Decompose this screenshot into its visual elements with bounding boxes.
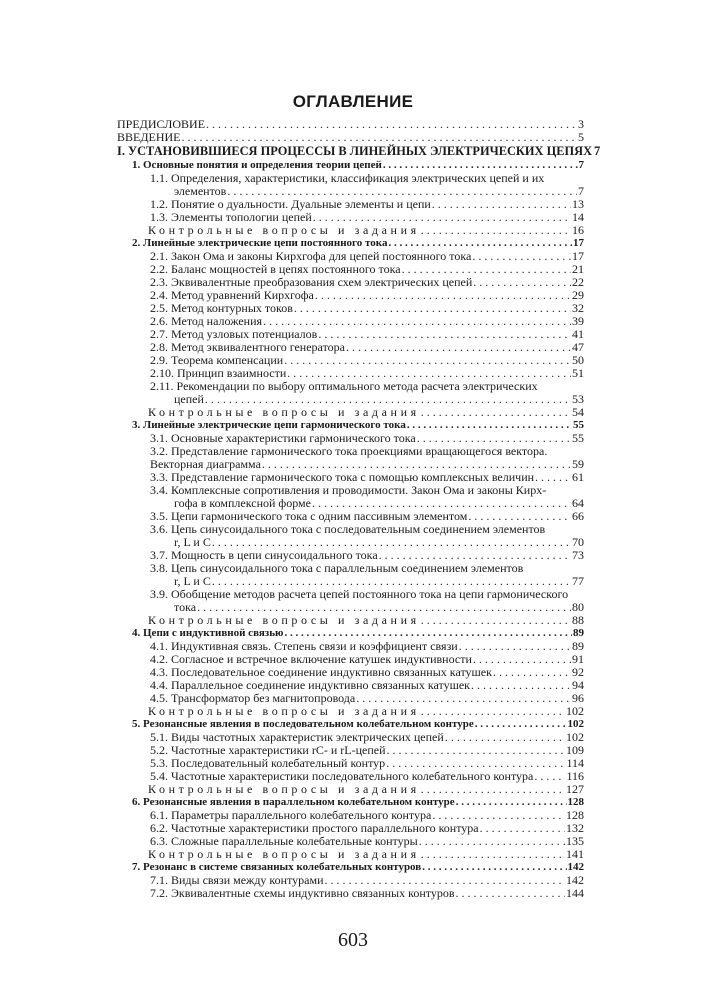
toc-entry-page: 102 xyxy=(566,704,584,718)
toc-entry-title: 6. Резонансные явления в параллельном колебательном контуре xyxy=(132,796,455,808)
toc-entry-title: I. УСТАНОВИВШИЕСЯ ПРОЦЕССЫ В ЛИНЕЙНЫХ ЭЛЕКТРИЧЕСКИХ ЦЕПЯХ xyxy=(117,144,593,158)
toc-entry-page: 39 xyxy=(572,314,584,328)
toc-entry-page: 89 xyxy=(573,627,584,639)
toc-entry-title: 2.10. Принцип взаимности xyxy=(150,366,287,380)
toc-entry-title: 5. Резонансные явления в последовательном колебательном контуре xyxy=(132,718,474,730)
dot-leader xyxy=(445,731,565,744)
toc-entry-page: 59 xyxy=(572,457,584,471)
dot-leader xyxy=(182,131,577,144)
toc-entry-page: 114 xyxy=(566,756,584,770)
dot-leader xyxy=(318,328,571,341)
toc-entry-title: 3.8. Цепь синусоидального тока с параллельным соединением элементов xyxy=(150,561,524,575)
toc-entry-page: 47 xyxy=(572,340,584,354)
toc-entry-page: 7 xyxy=(578,184,584,198)
dot-leader xyxy=(473,276,571,289)
toc-entry xyxy=(117,614,584,627)
toc-entry-page: 128 xyxy=(566,808,584,822)
toc-entry-page: 55 xyxy=(573,419,584,431)
page-title: ОГЛАВЛЕНИЕ xyxy=(292,92,414,111)
toc-entry-page: 21 xyxy=(572,262,584,276)
toc-entry-page: 70 xyxy=(572,535,584,549)
toc-entry-title: 2.4. Метод уравнений Кирхгофа xyxy=(150,288,314,302)
toc-entry-page: 127 xyxy=(566,782,584,796)
toc-entry-page: 109 xyxy=(566,743,584,757)
toc-entry-page: 13 xyxy=(572,197,584,211)
toc-entry-title: Векторная диаграмма xyxy=(150,457,261,471)
toc-entry xyxy=(117,887,584,900)
toc-entry-title: 7.2. Эквивалентные схемы индуктивно связанных контуров xyxy=(150,886,455,900)
toc-entry xyxy=(117,406,584,419)
toc-entry-title: Контрольные вопросы и задания xyxy=(148,405,420,419)
dot-leader xyxy=(456,796,567,809)
toc-entry-page: 55 xyxy=(572,431,584,445)
dot-leader xyxy=(346,341,571,354)
toc-entry-page: 17 xyxy=(573,237,584,249)
toc-entry-page: 5 xyxy=(578,130,584,144)
toc-entry-page: 102 xyxy=(567,718,584,730)
toc-entry-title: 1.2. Понятие о дуальности. Дуальные элементы и цепи xyxy=(150,197,431,211)
toc-entry-title: элементов xyxy=(174,184,227,198)
toc-entry-page: 102 xyxy=(566,730,584,744)
toc-entry-title: 2.6. Метод наложения xyxy=(150,314,263,328)
toc-entry-title: 1. Основные понятия и определения теории цепей xyxy=(132,159,382,171)
toc-entry-title: 4.5. Трансформатор без магнитопровода xyxy=(150,691,356,705)
toc-entry-title: 3.2. Представление гармонического тока проекциями вращающегося вектора. xyxy=(150,444,548,458)
toc-entry-title: ВВЕДЕНИЕ xyxy=(117,130,181,144)
dot-leader xyxy=(480,822,565,835)
toc-entry-page: 135 xyxy=(566,834,584,848)
dot-leader xyxy=(475,718,567,731)
dot-leader xyxy=(456,887,565,900)
toc-entry-title: 7.1. Виды связи между контурами xyxy=(150,873,324,887)
dot-leader xyxy=(534,770,565,783)
dot-leader xyxy=(421,614,571,627)
toc-entry-page: 50 xyxy=(572,353,584,367)
toc-entry-title: 2.1. Закон Ома и законы Кирхгофа для цепей постоянного тока xyxy=(150,249,472,263)
page-number: 603 xyxy=(338,929,368,951)
toc-entry-page: 80 xyxy=(572,600,584,614)
toc-entry-page: 64 xyxy=(572,496,584,510)
toc-entry-page: 94 xyxy=(572,678,584,692)
toc-entry-title: Контрольные вопросы и задания xyxy=(148,223,420,237)
toc-entry-title: 2.2. Баланс мощностей в цепях постоянного тока xyxy=(150,262,401,276)
toc-entry-title: 7. Резонанс в системе связанных колебательных контуров xyxy=(132,861,422,873)
toc-entry-page: 73 xyxy=(572,548,584,562)
dot-leader xyxy=(422,861,566,874)
toc-entry-title: 6.2. Частотные характеристики простого параллельного контура xyxy=(150,821,479,835)
dot-leader xyxy=(284,354,571,367)
toc-entry-title: 4.4. Параллельное соединение индуктивно связанных катушек xyxy=(150,678,471,692)
toc-entry-page: 89 xyxy=(572,639,584,653)
dot-leader xyxy=(421,406,571,419)
toc-entry xyxy=(117,131,584,144)
toc-entry-title: 4.2. Согласное и встречное включение катушек индуктивности xyxy=(150,652,472,666)
toc-entry-page: 96 xyxy=(572,691,584,705)
dot-leader xyxy=(315,289,571,302)
toc-entry-title: 1.1. Определения, характеристики, классификация электрических цепей и их xyxy=(150,171,545,185)
toc-entry-title: 3.9. Обобщение методов расчета цепей постоянного тока на цепи гармонического xyxy=(150,587,569,601)
toc-entry xyxy=(117,118,584,131)
toc-entry-title: 3.7. Мощность в цепи синусоидального тока xyxy=(150,548,378,562)
toc-entry-page: 22 xyxy=(572,275,584,289)
toc-entry-page: 32 xyxy=(572,301,584,315)
toc-entry-page: 54 xyxy=(572,405,584,419)
toc-entry-title: 2.11. Рекомендации по выбору оптимального метода расчета электрических xyxy=(150,379,538,393)
dot-leader xyxy=(419,835,565,848)
toc-entry-page: 53 xyxy=(572,392,584,406)
toc-entry-title: Контрольные вопросы и задания xyxy=(148,704,420,718)
toc-entry-title: 4.3. Последовательное соединение индуктивно связанных катушек xyxy=(150,665,492,679)
toc-entry-title: r, L и C xyxy=(174,535,211,549)
toc-entry-title: 3.1. Основные характеристики гармонического тока xyxy=(150,431,416,445)
toc-entry-title: 2.7. Метод узловых потенциалов xyxy=(150,327,318,341)
dot-leader xyxy=(471,679,571,692)
toc-entry-title: 4.1. Индуктивная связь. Степень связи и коэффициент связи xyxy=(150,639,458,653)
toc-entry-title: 2.9. Теорема компенсации xyxy=(150,353,284,367)
toc-entry-title: Контрольные вопросы и задания xyxy=(148,613,420,627)
toc-entry-title: ПРЕДИСЛОВИЕ xyxy=(117,117,206,131)
toc-entry-title: 4. Цепи с индуктивной связью xyxy=(132,627,284,639)
toc-entry-page: 7 xyxy=(578,159,584,171)
toc-entry-title: 2.3. Эквивалентные преобразования схем электрических цепей xyxy=(150,275,473,289)
toc-entry-page: 141 xyxy=(566,847,584,861)
toc-entry xyxy=(117,144,601,159)
toc-entry-title: Контрольные вопросы и задания xyxy=(148,782,420,796)
toc-entry-page: 144 xyxy=(566,886,584,900)
toc-entry-page: 128 xyxy=(567,796,584,808)
toc-entry-title: 6.3. Сложные параллельные колебательные контуры xyxy=(150,834,418,848)
dot-leader xyxy=(421,848,565,861)
toc-entry-title: Контрольные вопросы и задания xyxy=(148,847,420,861)
toc-entry-page: 92 xyxy=(572,665,584,679)
toc-entry-page: 77 xyxy=(572,574,584,588)
table-of-contents xyxy=(117,117,601,900)
dot-leader xyxy=(387,744,566,757)
toc-entry-title: 2. Линейные электрические цепи постоянного тока xyxy=(132,237,388,249)
toc-entry-title: гофа в комплексной форме xyxy=(174,496,311,510)
toc-entry-page: 14 xyxy=(572,210,584,224)
toc-entry-page: 142 xyxy=(567,861,584,873)
toc-entry-title: 2.8. Метод эквивалентного генератора xyxy=(150,340,345,354)
toc-entry xyxy=(117,848,584,861)
toc-entry-page: 91 xyxy=(572,652,584,666)
toc-entry-page: 61 xyxy=(572,470,584,484)
toc-entry-title: 5.2. Частотные характеристики rC- и rL-цепей xyxy=(150,743,386,757)
toc-entry-title: 3. Линейные электрические цепи гармонического тока xyxy=(132,419,406,431)
dot-leader xyxy=(472,250,571,263)
toc-entry-title: тока xyxy=(174,600,197,614)
toc-entry-page: 132 xyxy=(566,821,584,835)
dot-leader xyxy=(493,666,571,679)
toc-entry-page: 16 xyxy=(572,223,584,237)
dot-leader xyxy=(421,224,571,237)
dot-leader xyxy=(294,302,571,315)
toc-entry xyxy=(117,224,584,237)
toc-entry-page: 88 xyxy=(572,613,584,627)
toc-entry-title: 3.6. Цепь синусоидального тока с последовательным соединением элементов xyxy=(150,522,546,536)
toc-entry-title: 3.5. Цепи гармонического тока с одним пассивным элементом xyxy=(150,509,468,523)
toc-entry-page: 66 xyxy=(572,509,584,523)
dot-leader xyxy=(432,198,571,211)
toc-entry-title: 2.5. Метод контурных токов xyxy=(150,301,293,315)
dot-leader xyxy=(459,640,571,653)
toc-entry-title: 6.1. Параметры параллельного колебательного контура xyxy=(150,808,432,822)
dot-leader xyxy=(421,705,565,718)
toc-entry xyxy=(117,783,584,796)
toc-entry-page: 51 xyxy=(572,366,584,380)
toc-entry-page: 3 xyxy=(578,117,584,131)
toc-entry-page: 7 xyxy=(594,144,601,158)
toc-entry-title: 5.1. Виды частотных характеристик электрических цепей xyxy=(150,730,444,744)
toc-entry-title: цепей xyxy=(174,392,204,406)
toc-entry xyxy=(117,705,584,718)
toc-entry-page: 29 xyxy=(572,288,584,302)
toc-entry-title: 3.4. Комплексные сопротивления и проводимости. Закон Ома и законы Кирх- xyxy=(150,483,547,497)
toc-entry-title: 5.3. Последовательный колебательный контур xyxy=(150,756,386,770)
toc-entry-page: 17 xyxy=(572,249,584,263)
toc-entry-page: 116 xyxy=(566,769,584,783)
dot-leader xyxy=(421,783,565,796)
toc-entry-title: 1.3. Элементы топологии цепей xyxy=(150,210,312,224)
toc-entry-page: 41 xyxy=(572,327,584,341)
toc-entry-title: r, L и C xyxy=(174,574,211,588)
toc-entry-title: 3.3. Представление гармонического тока с помощью комплексных величин xyxy=(150,470,535,484)
toc-entry-page: 142 xyxy=(566,873,584,887)
toc-entry-title: 5.4. Частотные характеристики последовательного колебательного контура xyxy=(150,769,534,783)
dot-leader xyxy=(206,118,577,131)
dot-leader xyxy=(407,419,572,432)
